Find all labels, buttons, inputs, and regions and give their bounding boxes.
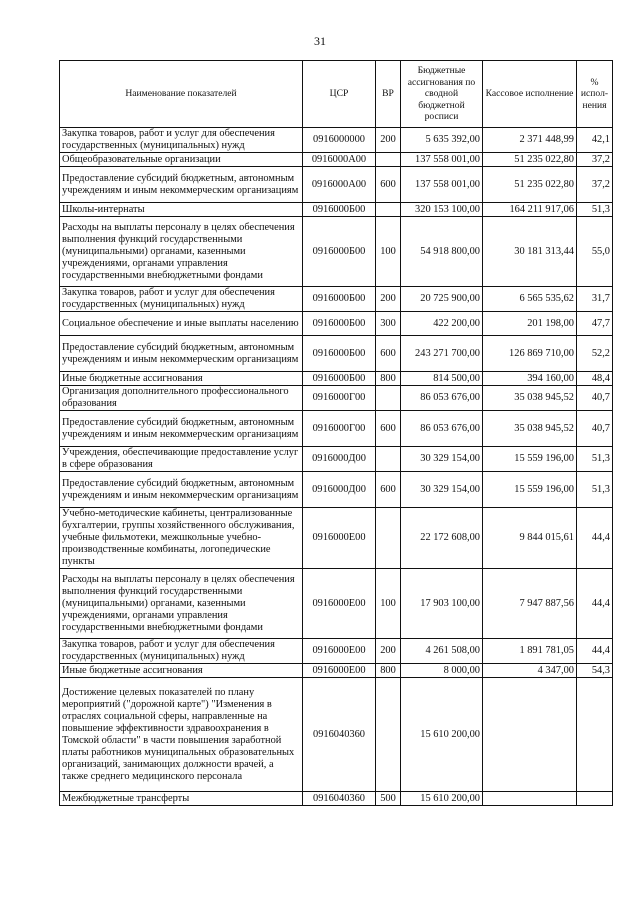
- table-row: [60, 639, 613, 664]
- row-pct-cell: 47,7: [577, 312, 613, 336]
- row-cash-cell: 15 559 196,00: [483, 447, 577, 472]
- row-cash-cell: 1 891 781,05: [483, 639, 577, 664]
- row-name-cell: Межбюджетные трансферты: [60, 792, 303, 806]
- row-vr-cell: 600: [376, 167, 401, 203]
- row-name-cell: Закупка товаров, работ и услуг для обеспечения государственных (муниципальных) нужд: [60, 287, 303, 312]
- row-cash-cell: 394 160,00: [483, 372, 577, 386]
- row-cash-cell: 15 559 196,00: [483, 472, 577, 508]
- row-name-cell: Общеобразовательные организации: [60, 153, 303, 167]
- row-budget-cell: 814 500,00: [401, 372, 483, 386]
- row-budget-cell: 20 725 900,00: [401, 287, 483, 312]
- table-row: [60, 312, 613, 336]
- row-vr-cell: 200: [376, 287, 401, 312]
- row-budget-cell: 30 329 154,00: [401, 447, 483, 472]
- row-cash-cell: 51 235 022,80: [483, 153, 577, 167]
- row-vr-cell: [376, 678, 401, 792]
- header-cash: Кассовое исполнение: [483, 61, 577, 128]
- row-vr-cell: 800: [376, 664, 401, 678]
- table-row: [60, 386, 613, 411]
- row-name-cell: Предоставление субсидий бюджетным, автономным учреждениям и иным некоммерческим организациям: [60, 411, 303, 447]
- row-csr-cell: 0916000Б00: [303, 203, 376, 217]
- row-vr-cell: [376, 508, 401, 569]
- row-pct-cell: 44,4: [577, 508, 613, 569]
- row-name-cell: Иные бюджетные ассигнования: [60, 372, 303, 386]
- row-cash-cell: 51 235 022,80: [483, 167, 577, 203]
- row-budget-cell: 86 053 676,00: [401, 386, 483, 411]
- table-row: [60, 411, 613, 447]
- row-csr-cell: 0916000Е00: [303, 508, 376, 569]
- row-pct-cell: 31,7: [577, 287, 613, 312]
- row-csr-cell: 0916040360: [303, 678, 376, 792]
- row-pct-cell: 51,3: [577, 472, 613, 508]
- row-cash-cell: 126 869 710,00: [483, 336, 577, 372]
- row-name-cell: Учебно-методические кабинеты, централизованные бухгалтерии, группы хозяйственного обслуживания, учебные фильмотеки, межшкольные учебно-производственные комбинаты, логопедические пункты: [60, 508, 303, 569]
- table-body: [60, 128, 613, 806]
- row-csr-cell: 0916000Б00: [303, 336, 376, 372]
- row-budget-cell: 15 610 200,00: [401, 792, 483, 806]
- row-pct-cell: 37,2: [577, 167, 613, 203]
- row-name-cell: Иные бюджетные ассигнования: [60, 664, 303, 678]
- row-cash-cell: 35 038 945,52: [483, 386, 577, 411]
- row-cash-cell: 6 565 535,62: [483, 287, 577, 312]
- table-row: [60, 664, 613, 678]
- row-cash-cell: 164 211 917,06: [483, 203, 577, 217]
- row-pct-cell: 52,2: [577, 336, 613, 372]
- header-name: Наименование показателей: [60, 61, 303, 128]
- row-vr-cell: 200: [376, 128, 401, 153]
- row-csr-cell: 0916000Б00: [303, 287, 376, 312]
- table-row: [60, 678, 613, 792]
- row-vr-cell: 200: [376, 639, 401, 664]
- table-row: [60, 336, 613, 372]
- row-pct-cell: 55,0: [577, 217, 613, 287]
- row-cash-cell: 4 347,00: [483, 664, 577, 678]
- row-pct-cell: 40,7: [577, 411, 613, 447]
- row-name-cell: Закупка товаров, работ и услуг для обеспечения государственных (муниципальных) нужд: [60, 128, 303, 153]
- row-csr-cell: 0916000Е00: [303, 664, 376, 678]
- row-csr-cell: 0916000Е00: [303, 639, 376, 664]
- row-csr-cell: 0916000Б00: [303, 372, 376, 386]
- table-row: [60, 128, 613, 153]
- row-budget-cell: 8 000,00: [401, 664, 483, 678]
- row-name-cell: Закупка товаров, работ и услуг для обеспечения государственных (муниципальных) нужд: [60, 639, 303, 664]
- row-vr-cell: [376, 203, 401, 217]
- header-budget: Бюджетные ассигнования по сводной бюджетной росписи: [401, 61, 483, 128]
- row-cash-cell: 30 181 313,44: [483, 217, 577, 287]
- row-pct-cell: 44,4: [577, 569, 613, 639]
- header-vr: ВР: [376, 61, 401, 128]
- row-cash-cell: 2 371 448,99: [483, 128, 577, 153]
- row-budget-cell: 15 610 200,00: [401, 678, 483, 792]
- row-vr-cell: [376, 447, 401, 472]
- table-row: [60, 569, 613, 639]
- row-name-cell: Социальное обеспечение и иные выплаты населению: [60, 312, 303, 336]
- row-name-cell: Расходы на выплаты персоналу в целях обеспечения выполнения функций государственными (муниципальными) органами, казенными учреждениями, органами управления государственными внебюджетными фондами: [60, 217, 303, 287]
- table-row: [60, 287, 613, 312]
- row-pct-cell: 51,3: [577, 203, 613, 217]
- row-pct-cell: 51,3: [577, 447, 613, 472]
- header-csr: ЦСР: [303, 61, 376, 128]
- row-name-cell: Организация дополнительного профессионального образования: [60, 386, 303, 411]
- row-csr-cell: 0916000А00: [303, 167, 376, 203]
- row-budget-cell: 5 635 392,00: [401, 128, 483, 153]
- row-name-cell: Предоставление субсидий бюджетным, автономным учреждениям и иным некоммерческим организациям: [60, 336, 303, 372]
- table-row: [60, 472, 613, 508]
- row-cash-cell: 7 947 887,56: [483, 569, 577, 639]
- row-cash-cell: 35 038 945,52: [483, 411, 577, 447]
- row-name-cell: Учреждения, обеспечивающие предоставление услуг в сфере образования: [60, 447, 303, 472]
- table-header-row: [60, 61, 613, 128]
- row-vr-cell: 100: [376, 569, 401, 639]
- table-row: [60, 508, 613, 569]
- row-name-cell: Расходы на выплаты персоналу в целях обеспечения выполнения функций государственными (муниципальными) органами, казенными учреждениями, органами управления государственными внебюджетными фондами: [60, 569, 303, 639]
- row-cash-cell: [483, 792, 577, 806]
- row-csr-cell: 0916000Г00: [303, 411, 376, 447]
- row-csr-cell: 0916000Б00: [303, 217, 376, 287]
- row-pct-cell: 54,3: [577, 664, 613, 678]
- row-budget-cell: 137 558 001,00: [401, 153, 483, 167]
- row-vr-cell: 500: [376, 792, 401, 806]
- page-number: 31: [314, 34, 326, 48]
- row-name-cell: Предоставление субсидий бюджетным, автономным учреждениям и иным некоммерческим организациям: [60, 472, 303, 508]
- row-vr-cell: 300: [376, 312, 401, 336]
- row-pct-cell: 37,2: [577, 153, 613, 167]
- budget-execution-table: [59, 60, 613, 806]
- table-row: [60, 153, 613, 167]
- table-row: [60, 167, 613, 203]
- row-cash-cell: 201 198,00: [483, 312, 577, 336]
- row-vr-cell: 800: [376, 372, 401, 386]
- row-pct-cell: 40,7: [577, 386, 613, 411]
- row-budget-cell: 320 153 100,00: [401, 203, 483, 217]
- row-pct-cell: 48,4: [577, 372, 613, 386]
- row-cash-cell: [483, 678, 577, 792]
- row-budget-cell: 17 903 100,00: [401, 569, 483, 639]
- row-vr-cell: 600: [376, 472, 401, 508]
- row-pct-cell: 42,1: [577, 128, 613, 153]
- header-pct: % испол-нения: [577, 61, 613, 128]
- row-csr-cell: 0916000Г00: [303, 386, 376, 411]
- table-row: [60, 792, 613, 806]
- table-row: [60, 372, 613, 386]
- row-pct-cell: [577, 792, 613, 806]
- row-budget-cell: 54 918 800,00: [401, 217, 483, 287]
- table-row: [60, 203, 613, 217]
- row-budget-cell: 243 271 700,00: [401, 336, 483, 372]
- row-pct-cell: [577, 678, 613, 792]
- row-budget-cell: 86 053 676,00: [401, 411, 483, 447]
- row-pct-cell: 44,4: [577, 639, 613, 664]
- row-csr-cell: 0916000А00: [303, 153, 376, 167]
- row-csr-cell: 0916000Д00: [303, 472, 376, 508]
- row-cash-cell: 9 844 015,61: [483, 508, 577, 569]
- row-vr-cell: [376, 386, 401, 411]
- row-vr-cell: 600: [376, 336, 401, 372]
- row-name-cell: Предоставление субсидий бюджетным, автономным учреждениям и иным некоммерческим организациям: [60, 167, 303, 203]
- row-csr-cell: 0916000Д00: [303, 447, 376, 472]
- row-csr-cell: 0916000Е00: [303, 569, 376, 639]
- row-name-cell: Достижение целевых показателей по плану мероприятий ("дорожной карте") "Изменения в отраслях социальной сферы, направленные на повышение эффективности здравоохранения в Томской области" в части повышения заработной платы работников муниципальных образовательных организаций, занимающих должности врачей, а также среднего медицинского персонала: [60, 678, 303, 792]
- row-vr-cell: 100: [376, 217, 401, 287]
- row-budget-cell: 422 200,00: [401, 312, 483, 336]
- row-budget-cell: 4 261 508,00: [401, 639, 483, 664]
- table-row: [60, 217, 613, 287]
- row-csr-cell: 0916000000: [303, 128, 376, 153]
- row-csr-cell: 0916000Б00: [303, 312, 376, 336]
- row-name-cell: Школы-интернаты: [60, 203, 303, 217]
- row-vr-cell: [376, 153, 401, 167]
- row-vr-cell: 600: [376, 411, 401, 447]
- row-csr-cell: 0916040360: [303, 792, 376, 806]
- row-budget-cell: 137 558 001,00: [401, 167, 483, 203]
- row-budget-cell: 22 172 608,00: [401, 508, 483, 569]
- table-row: [60, 447, 613, 472]
- row-budget-cell: 30 329 154,00: [401, 472, 483, 508]
